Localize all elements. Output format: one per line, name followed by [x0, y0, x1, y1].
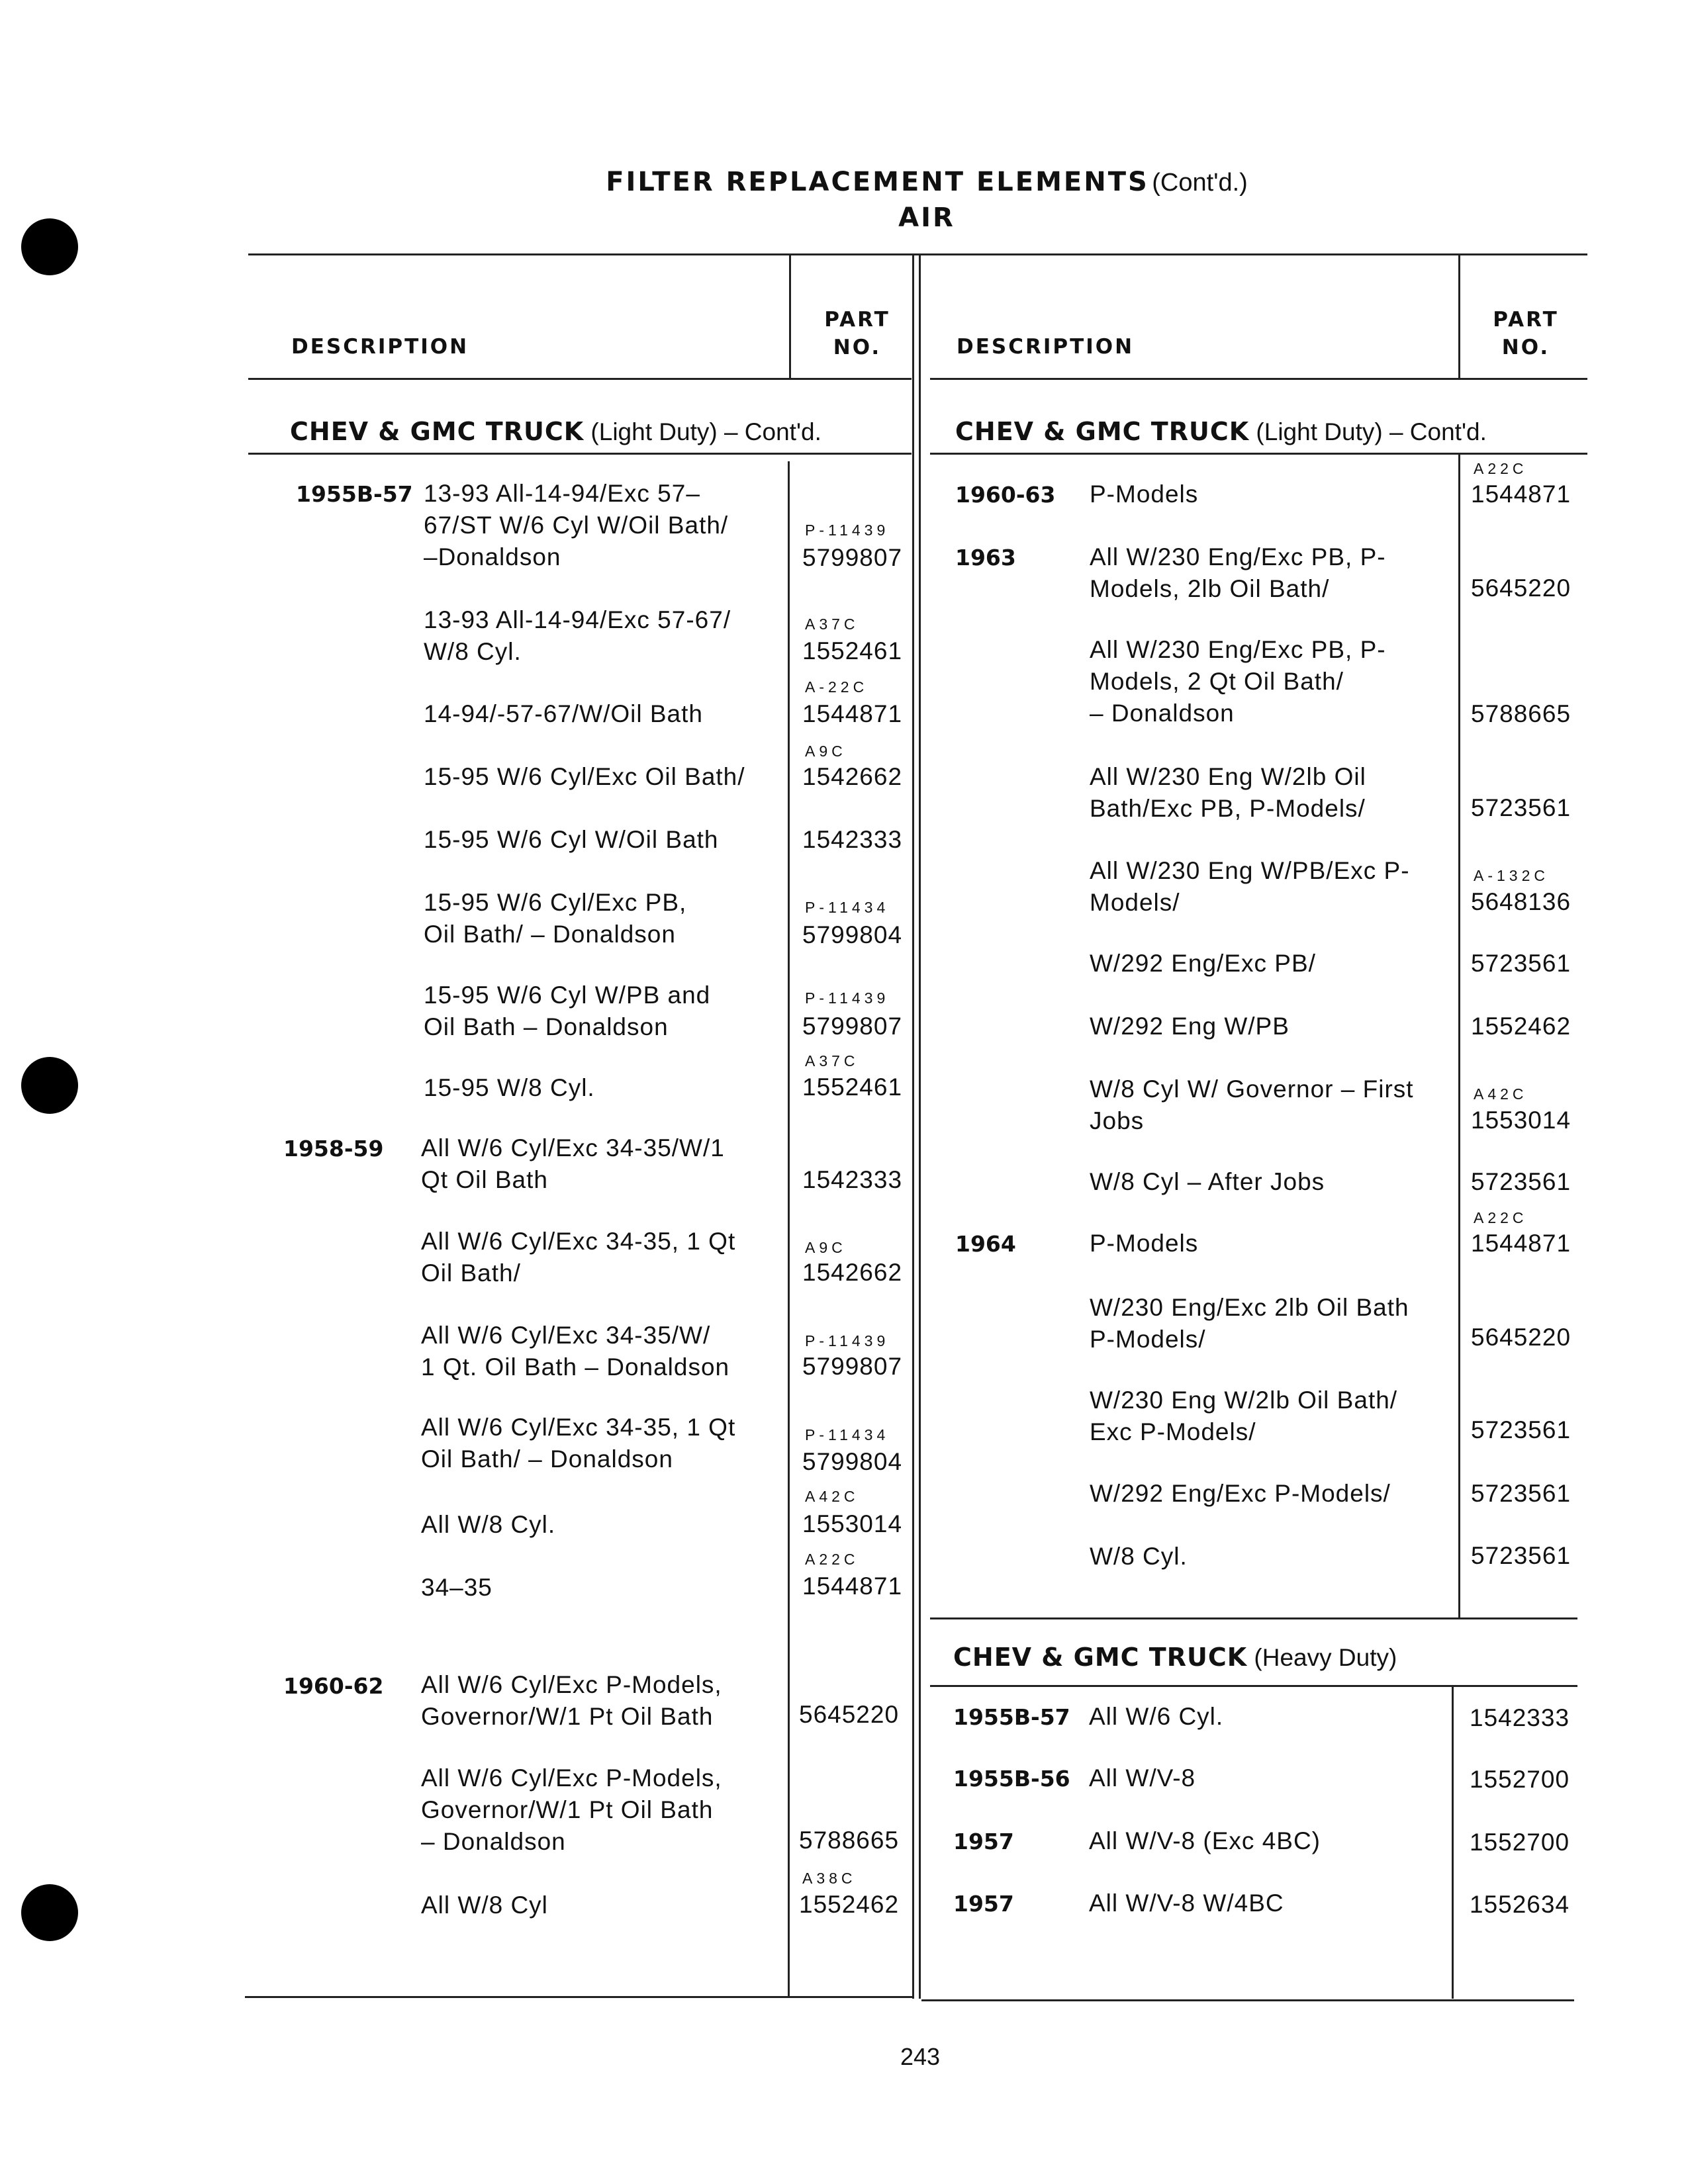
part-number: 1544871: [1471, 480, 1571, 508]
row-description: All W/6 Cyl/Exc 34-35/W/ 1 Qt. Oil Bath – Donaldson: [421, 1322, 730, 1381]
row-description: W/230 Eng/Exc 2lb Oil Bath P-Models/: [1090, 1294, 1409, 1353]
part-number: 5645220: [1471, 1324, 1571, 1351]
table-bottom-rule-right: [921, 1999, 1574, 2001]
part-number: 5723561: [1471, 950, 1571, 977]
part-number: 5788665: [799, 1827, 900, 1854]
part-number: 1544871: [802, 1572, 903, 1600]
right-part-divider-heavy: [1452, 1685, 1454, 1999]
row-description: W/8 Cyl.: [1090, 1543, 1188, 1570]
left-part-divider: [788, 461, 790, 1997]
row-description: All W/6 Cyl/Exc P-Models, Governor/W/1 Pt Oil Bath – Donaldson: [421, 1764, 722, 1855]
row-description: All W/V-8 W/4BC: [1089, 1889, 1284, 1917]
heavy-section-rule: [930, 1685, 1577, 1687]
filter-code: P-11434: [805, 899, 890, 916]
part-number: 5723561: [1471, 1480, 1571, 1507]
part-number: 5645220: [1471, 574, 1571, 602]
part-number: 1542333: [1470, 1704, 1570, 1731]
title-cont: (Cont'd.): [1152, 169, 1248, 197]
header-bottom-rule-left: [248, 378, 912, 380]
table-top-rule: [248, 253, 1587, 255]
left-section-bold: CHEV & GMC TRUCK: [290, 417, 585, 446]
row-description: All W/6 Cyl/Exc 34-35, 1 Qt Oil Bath/ – Donaldson: [421, 1414, 736, 1473]
row-description: All W/V-8: [1089, 1764, 1196, 1792]
row-description: All W/6 Cyl.: [1089, 1703, 1224, 1730]
part-number: 5648136: [1471, 888, 1571, 915]
row-description: 15-95 W/6 Cyl/Exc PB, Oil Bath/ – Donaldson: [424, 889, 687, 948]
filter-code: A37C: [805, 1052, 859, 1069]
filter-code: A22C: [1474, 1209, 1528, 1226]
row-description: All W/230 Eng W/PB/Exc P- Models/: [1090, 857, 1410, 916]
header-bottom-rule-right: [930, 378, 1587, 380]
filter-code: P-11434: [805, 1426, 890, 1443]
filter-code: A38C: [802, 1870, 857, 1887]
row-description: 13-93 All-14-94/Exc 57– 67/ST W/6 Cyl W/Oil Bath/ –Donaldson: [424, 480, 729, 570]
row-description: 15-95 W/6 Cyl/Exc Oil Bath/: [424, 763, 745, 790]
row-year: 1958-59: [283, 1136, 384, 1161]
row-description: All W/230 Eng W/2lb Oil Bath/Exc PB, P-Models/: [1090, 763, 1366, 822]
row-description: All W/6 Cyl/Exc 34-35/W/1 Qt Oil Bath: [421, 1134, 725, 1193]
part-number: 5723561: [1471, 1542, 1571, 1569]
filter-code: A22C: [805, 1551, 859, 1568]
right-part-divider: [1458, 453, 1460, 1619]
row-year: 1960-62: [283, 1673, 384, 1699]
right-desc-heading: DESCRIPTION: [957, 335, 1135, 359]
part-number: 1552700: [1470, 1766, 1570, 1793]
row-year: 1957: [953, 1829, 1014, 1854]
row-description: All W/V-8 (Exc 4BC): [1089, 1827, 1321, 1854]
page-number: 243: [900, 2043, 941, 2070]
left-section-rest: (Light Duty) – Cont'd.: [584, 418, 821, 445]
row-description: P-Models: [1090, 1230, 1199, 1257]
part-number: 5723561: [1471, 1168, 1571, 1195]
part-number: 5723561: [1471, 794, 1571, 821]
row-description: 15-95 W/6 Cyl W/Oil Bath: [424, 826, 719, 853]
filter-code: P-11439: [805, 522, 890, 539]
heavy-section-heading: [953, 1643, 1397, 1672]
center-divider-a: [912, 253, 914, 1999]
left-part-heading: [791, 306, 923, 361]
part-number: 1542333: [802, 826, 903, 853]
row-description: All W/6 Cyl/Exc P-Models, Governor/W/1 Pt Oil Bath: [421, 1671, 722, 1730]
punch-hole-middle: [21, 1057, 78, 1114]
part-number: 1552461: [802, 637, 903, 664]
left-part-heading-line2: NO.: [833, 336, 882, 359]
right-section-bold: CHEV & GMC TRUCK: [955, 417, 1250, 446]
part-number: 5799804: [802, 1448, 903, 1475]
left-section-heading: [290, 417, 821, 446]
row-description: All W/230 Eng/Exc PB, P- Models, 2lb Oil Bath/: [1090, 543, 1386, 602]
filter-code: A22C: [1474, 460, 1528, 477]
filter-code: A-132C: [1474, 867, 1549, 884]
part-number: 1552700: [1470, 1829, 1570, 1856]
part-number: 1544871: [1471, 1230, 1571, 1257]
row-description: W/230 Eng W/2lb Oil Bath/ Exc P-Models/: [1090, 1387, 1398, 1445]
row-description: 13-93 All-14-94/Exc 57-67/ W/8 Cyl.: [424, 606, 731, 665]
filter-code: A9C: [805, 1239, 847, 1256]
punch-hole-bottom: [21, 1884, 78, 1941]
part-number: 1544871: [802, 700, 903, 727]
page-title: [0, 167, 1688, 197]
row-description: 34–35: [421, 1574, 492, 1601]
row-description: W/8 Cyl – After Jobs: [1090, 1168, 1325, 1195]
title-main: FILTER REPLACEMENT ELEMENTS: [606, 167, 1149, 197]
row-year: 1957: [953, 1891, 1014, 1917]
row-description: W/292 Eng/Exc P-Models/: [1090, 1480, 1391, 1507]
row-description: 14-94/-57-67/W/Oil Bath: [424, 700, 703, 727]
left-desc-heading: DESCRIPTION: [291, 335, 469, 359]
part-number: 1552634: [1470, 1891, 1570, 1918]
row-description: All W/8 Cyl.: [421, 1511, 556, 1538]
part-number: 1542662: [802, 1259, 903, 1286]
row-description: All W/6 Cyl/Exc 34-35, 1 Qt Oil Bath/: [421, 1228, 736, 1287]
filter-code: A42C: [1474, 1085, 1528, 1103]
row-description: 15-95 W/8 Cyl.: [424, 1074, 595, 1101]
right-section-rest: (Light Duty) – Cont'd.: [1249, 418, 1487, 445]
part-number: 5799807: [802, 1353, 903, 1380]
row-description: All W/8 Cyl: [421, 1891, 548, 1919]
row-description: P-Models: [1090, 480, 1199, 508]
part-number: 5799807: [802, 544, 903, 571]
filter-code: A-22C: [805, 678, 868, 696]
part-number: 1553014: [1471, 1107, 1571, 1134]
heavy-section-rest: (Heavy Duty): [1247, 1644, 1397, 1671]
filter-code: A37C: [805, 615, 859, 633]
row-description: W/292 Eng W/PB: [1090, 1013, 1289, 1040]
part-number: 1552462: [799, 1891, 900, 1918]
row-year: 1963: [955, 545, 1016, 570]
part-number: 5723561: [1471, 1416, 1571, 1443]
row-description: All W/230 Eng/Exc PB, P- Models, 2 Qt Oil Bath/ – Donaldson: [1090, 636, 1386, 727]
filter-code: P-11439: [805, 1332, 890, 1349]
row-year: 1964: [955, 1231, 1016, 1257]
page-subtitle: AIR: [898, 203, 955, 233]
part-number: 5799807: [802, 1013, 903, 1040]
row-description: W/8 Cyl W/ Governor – First Jobs: [1090, 1075, 1414, 1134]
part-number: 5799804: [802, 921, 903, 948]
right-part-heading: [1460, 306, 1592, 361]
row-year: 1955B-57: [953, 1704, 1070, 1730]
row-year: 1955B-57: [296, 481, 413, 507]
filter-code: P-11439: [805, 989, 890, 1007]
part-number: 1552462: [1471, 1013, 1571, 1040]
filter-code: A9C: [805, 743, 847, 760]
right-section-heading: [955, 417, 1487, 446]
section-rule-right: [930, 453, 1587, 455]
right-part-heading-line2: NO.: [1501, 336, 1550, 359]
section-rule-left: [248, 453, 912, 455]
heavy-section-bold: CHEV & GMC TRUCK: [953, 1643, 1248, 1672]
part-number: 5645220: [799, 1701, 900, 1728]
center-divider-b: [919, 253, 921, 1999]
filter-code: A42C: [805, 1488, 859, 1505]
part-number: 5788665: [1471, 700, 1571, 727]
part-number: 1542333: [802, 1166, 903, 1193]
part-number: 1552461: [802, 1073, 903, 1101]
row-description: 15-95 W/6 Cyl W/PB and Oil Bath – Donaldson: [424, 981, 711, 1040]
part-number: 1553014: [802, 1510, 903, 1537]
table-bottom-rule-left: [245, 1996, 912, 1998]
row-year: 1960-63: [955, 482, 1056, 508]
row-year: 1955B-56: [953, 1766, 1070, 1792]
heavy-top-rule: [930, 1617, 1577, 1619]
right-part-heading-line1: PART: [1493, 308, 1559, 332]
left-part-heading-line1: PART: [824, 308, 890, 332]
part-number: 1542662: [802, 763, 903, 790]
row-description: W/292 Eng/Exc PB/: [1090, 950, 1316, 977]
